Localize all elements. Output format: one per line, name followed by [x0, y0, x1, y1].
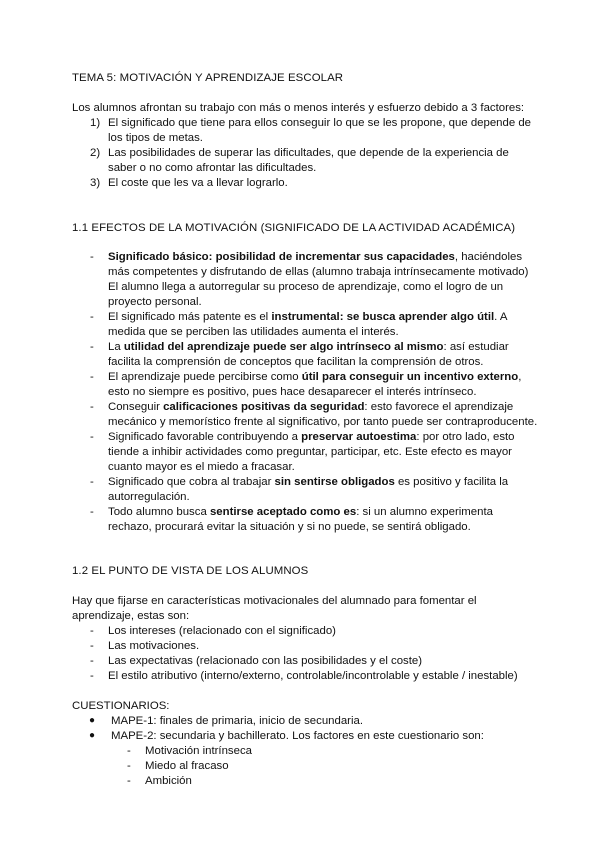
bullet-dash: - — [90, 670, 94, 682]
factor-item: Ambición — [145, 775, 192, 787]
effect-1-line-2: más competentes y disfrutando de ellas (alumno trabaja intrínsecamente motivado) — [108, 266, 529, 278]
bullet-dash: - — [90, 476, 94, 488]
bullet-dot: ● — [89, 715, 96, 726]
section-1-heading: 1.1 EFECTOS DE LA MOTIVACIÓN (SIGNIFICADO DE LA ACTIVIDAD ACADÉMICA) — [72, 222, 516, 234]
characteristic-item: Los intereses (relacionado con el significado) — [108, 625, 336, 637]
intro-item-3-number: 3) — [90, 177, 101, 189]
bullet-dash: - — [90, 311, 94, 323]
factor-item: Motivación intrínseca — [145, 745, 252, 757]
effect-8-line-1: Todo alumno busca sentirse aceptado como es: si un alumno experimenta — [108, 506, 493, 518]
effect-7-line-1: Significado que cobra al trabajar sin sentirse obligados es positivo y facilita la — [108, 476, 509, 488]
sub-bullet-dash: - — [127, 745, 131, 757]
effect-8-line-2: rechazo, procurará evitar la situación y si no puede, se sentirá obligado. — [108, 521, 471, 533]
effect-3-line-1: La utilidad del aprendizaje puede ser algo intrínseco al mismo: así estudiar — [108, 341, 509, 353]
bullet-dash: - — [90, 506, 94, 518]
intro-item-2-line-1: Las posibilidades de superar las dificultades, que depende de la experiencia de — [108, 147, 509, 159]
intro-item-2-number: 2) — [90, 147, 101, 159]
effect-4-line-1: El aprendizaje puede percibirse como útil para conseguir un incentivo externo, — [108, 371, 522, 383]
bullet-dot: ● — [89, 730, 96, 741]
effect-5-line-2: mecánico y memorístico frente al significativo, por tanto puede ser contraproducente. — [108, 416, 538, 428]
intro-item-1-line-2: los tipos de metas. — [108, 132, 203, 144]
intro-item-3-line-1: El coste que les va a llevar lograrlo. — [108, 177, 288, 189]
section-2-lead-line-2: aprendizaje, estas son: — [72, 610, 190, 622]
intro-item-1-number: 1) — [90, 117, 101, 129]
section-2-lead-line-1: Hay que fijarse en características motivacionales del alumnado para fomentar el — [72, 595, 477, 607]
page-title: TEMA 5: MOTIVACIÓN Y APRENDIZAJE ESCOLAR — [72, 72, 344, 84]
effect-6-line-3: cuanto mayor es el miedo a fracasar. — [108, 461, 295, 473]
effect-5-line-1: Conseguir calificaciones positivas da seguridad: esto favorece el aprendizaje — [108, 401, 514, 413]
bullet-dash: - — [90, 371, 94, 383]
sub-bullet-dash: - — [127, 760, 131, 772]
bullet-dash: - — [90, 431, 94, 443]
effect-1-line-4: proyecto personal. — [108, 296, 202, 308]
effect-4-line-2: esto no siempre es positivo, pues hace desaparecer el interés intrínseco. — [108, 386, 477, 398]
mape-2-item: MAPE-2: secundaria y bachillerato. Los factores en este cuestionario son: — [111, 730, 484, 742]
bullet-dash: - — [90, 251, 94, 263]
effect-6-line-1: Significado favorable contribuyendo a preservar autoestima: por otro lado, esto — [108, 431, 515, 443]
effect-7-line-2: autorregulación. — [108, 491, 190, 503]
bullet-dash: - — [90, 401, 94, 413]
bullet-dash: - — [90, 640, 94, 652]
characteristic-item: El estilo atributivo (interno/externo, controlable/incontrolable y estable / inestable) — [108, 670, 518, 682]
bullet-dash: - — [90, 625, 94, 637]
intro-item-2-line-2: saber o no como afrontar las dificultades. — [108, 162, 317, 174]
bullet-dash: - — [90, 655, 94, 667]
effect-1-line-1: Significado básico: posibilidad de incrementar sus capacidades, haciéndoles — [108, 251, 523, 263]
intro-item-1-line-1: El significado que tiene para ellos conseguir lo que se les propone, que depende de — [108, 117, 532, 129]
bullet-dash: - — [90, 341, 94, 353]
characteristic-item: Las motivaciones. — [108, 640, 200, 652]
effect-3-line-2: facilita la comprensión de conceptos que facilitan la comprensión de otros. — [108, 356, 484, 368]
intro-lead: Los alumnos afrontan su trabajo con más o menos interés y esfuerzo debido a 3 factores: — [72, 102, 525, 114]
section-2-heading: 1.2 EL PUNTO DE VISTA DE LOS ALUMNOS — [72, 565, 309, 577]
effect-2-line-2: medida que se perciben las utilidades aumenta el interés. — [108, 326, 399, 338]
factor-item: Miedo al fracaso — [145, 760, 229, 772]
effect-6-line-2: tiende a inhibir actividades como preguntar, participar, etc. Este efecto es mayor — [108, 446, 512, 458]
characteristic-item: Las expectativas (relacionado con las posibilidades y el coste) — [108, 655, 423, 667]
effect-2-line-1: El significado más patente es el instrumental: se busca aprender algo útil. A — [108, 311, 508, 323]
questionnaires-heading: CUESTIONARIOS: — [72, 700, 170, 712]
mape-1-item: MAPE-1: finales de primaria, inicio de secundaria. — [111, 715, 363, 727]
sub-bullet-dash: - — [127, 775, 131, 787]
effect-1-line-3: El alumno llega a autorregular su proceso de aprendizaje, como el logro de un — [108, 281, 504, 293]
